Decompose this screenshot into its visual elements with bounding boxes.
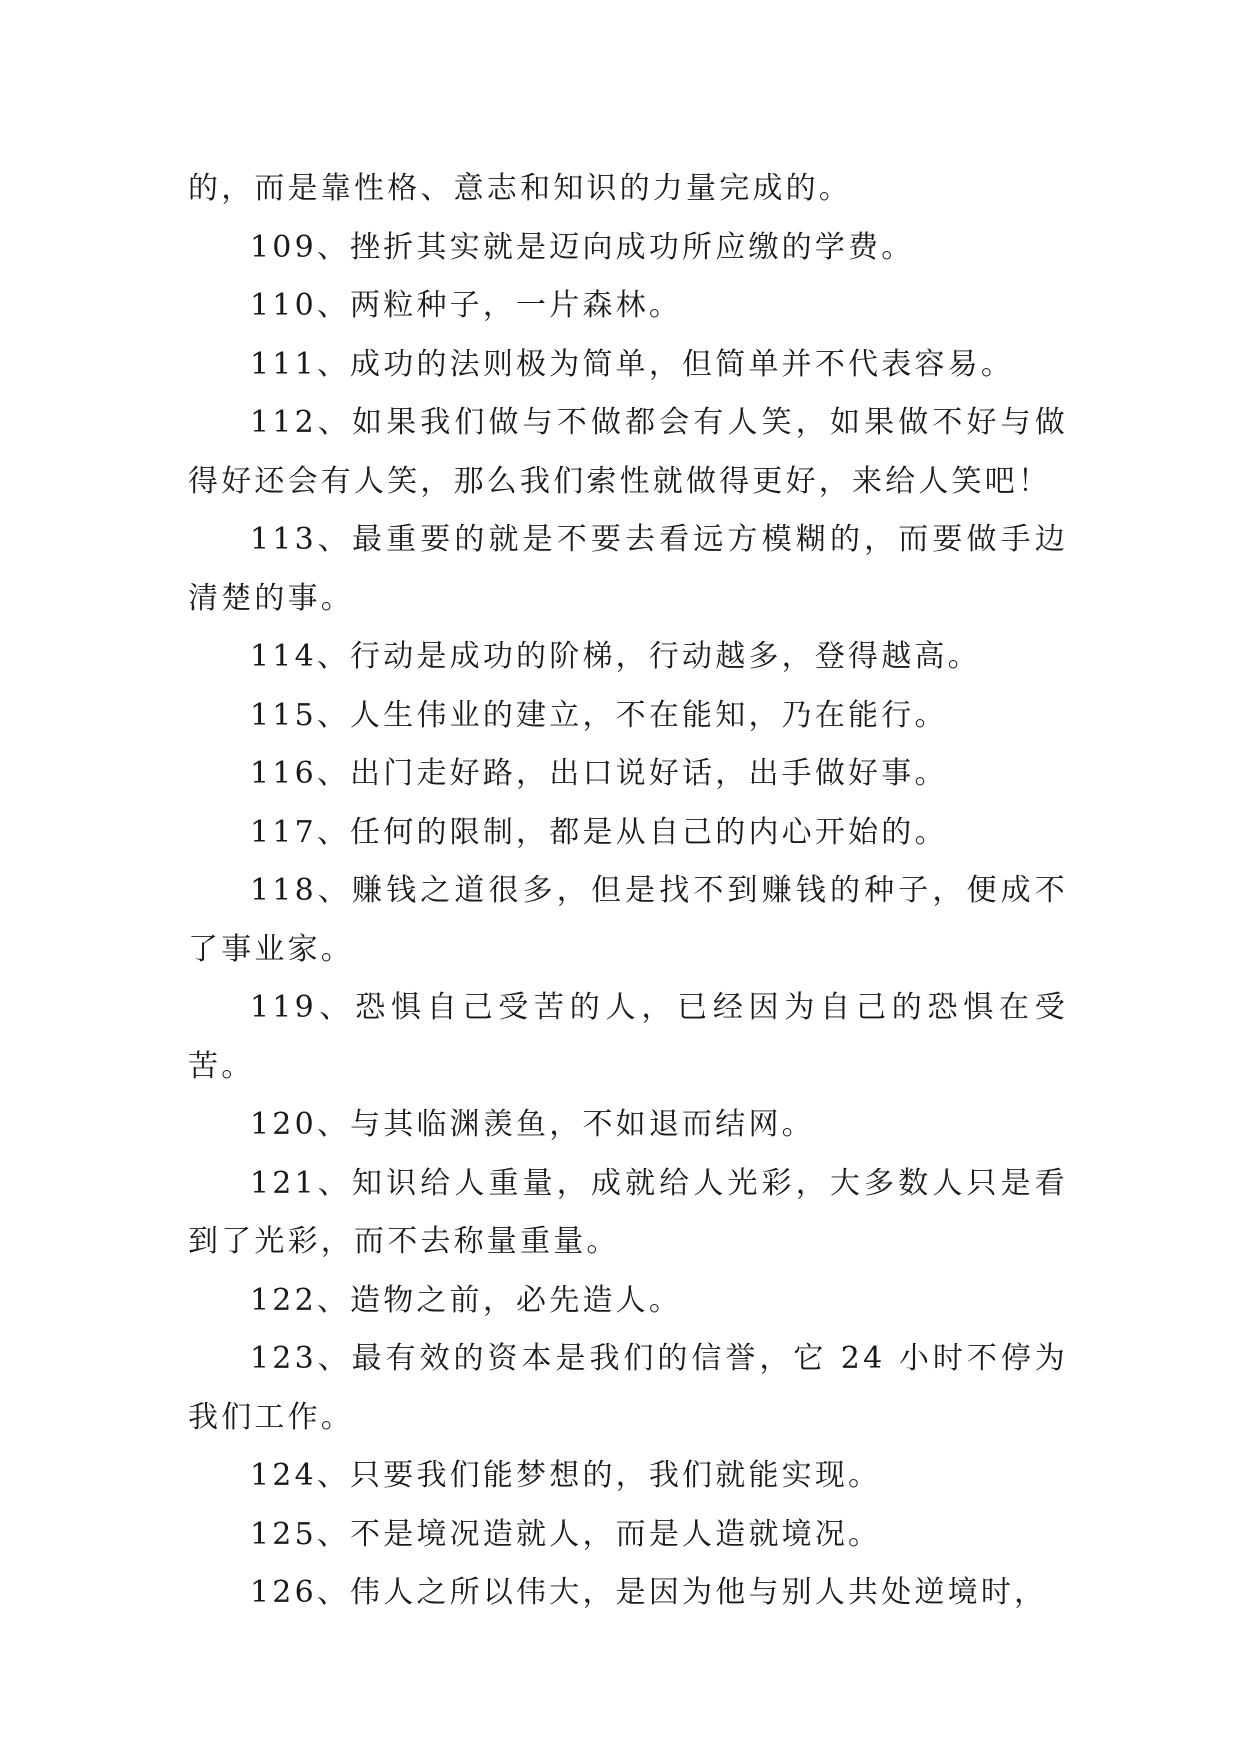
- quote-paragraph: 119、恐惧自己受苦的人，已经因为自己的恐惧在受苦。: [188, 990, 1068, 1084]
- quote-paragraph: 112、如果我们做与不做都会有人笑，如果做不好与做得好还会有人笑，那么我们索性就做得更好，来给人笑吧！: [188, 405, 1068, 499]
- quote-paragraph: 124、只要我们能梦想的，我们就能实现。: [250, 1458, 882, 1493]
- quote-paragraph: 120、与其临渊羡鱼，不如退而结网。: [250, 1107, 815, 1142]
- quote-paragraph: 125、不是境况造就人，而是人造就境况。: [250, 1516, 882, 1552]
- quote-paragraph: 126、伟人之所以伟大，是因为他与别人共处逆境时，: [250, 1575, 1048, 1610]
- document-body: [188, 160, 1068, 1623]
- quote-paragraph: 116、出门走好路，出口说好话，出手做好事。: [250, 756, 948, 791]
- quote-paragraph: 115、人生伟业的建立，不在能知，乃在能行。: [250, 697, 948, 733]
- quote-paragraph: 113、最重要的就是不要去看远方模糊的，而要做手边清楚的事。: [188, 522, 1068, 616]
- quote-paragraph: 111、成功的法则极为简单，但简单并不代表容易。: [250, 346, 1015, 382]
- quote-paragraph: 109、挫折其实就是迈向成功所应缴的学费。: [250, 229, 915, 265]
- quote-paragraph: 118、赚钱之道很多，但是找不到赚钱的种子，便成不了事业家。: [188, 873, 1068, 967]
- quote-paragraph: 123、最有效的资本是我们的信誉，它 24 小时不停为我们工作。: [188, 1341, 1068, 1435]
- quote-paragraph: 110、两粒种子，一片森林。: [250, 288, 683, 323]
- quote-paragraph: 的，而是靠性格、意志和知识的力量完成的。: [188, 171, 852, 206]
- quote-paragraph: 121、知识给人重量，成就给人光彩，大多数人只是看到了光彩，而不去称量重量。: [188, 1165, 1068, 1259]
- quote-paragraph: 117、任何的限制，都是从自己的内心开始的。: [250, 814, 948, 850]
- quote-paragraph: 114、行动是成功的阶梯，行动越多，登得越高。: [250, 639, 981, 674]
- quote-paragraph: 122、造物之前，必先造人。: [250, 1282, 683, 1318]
